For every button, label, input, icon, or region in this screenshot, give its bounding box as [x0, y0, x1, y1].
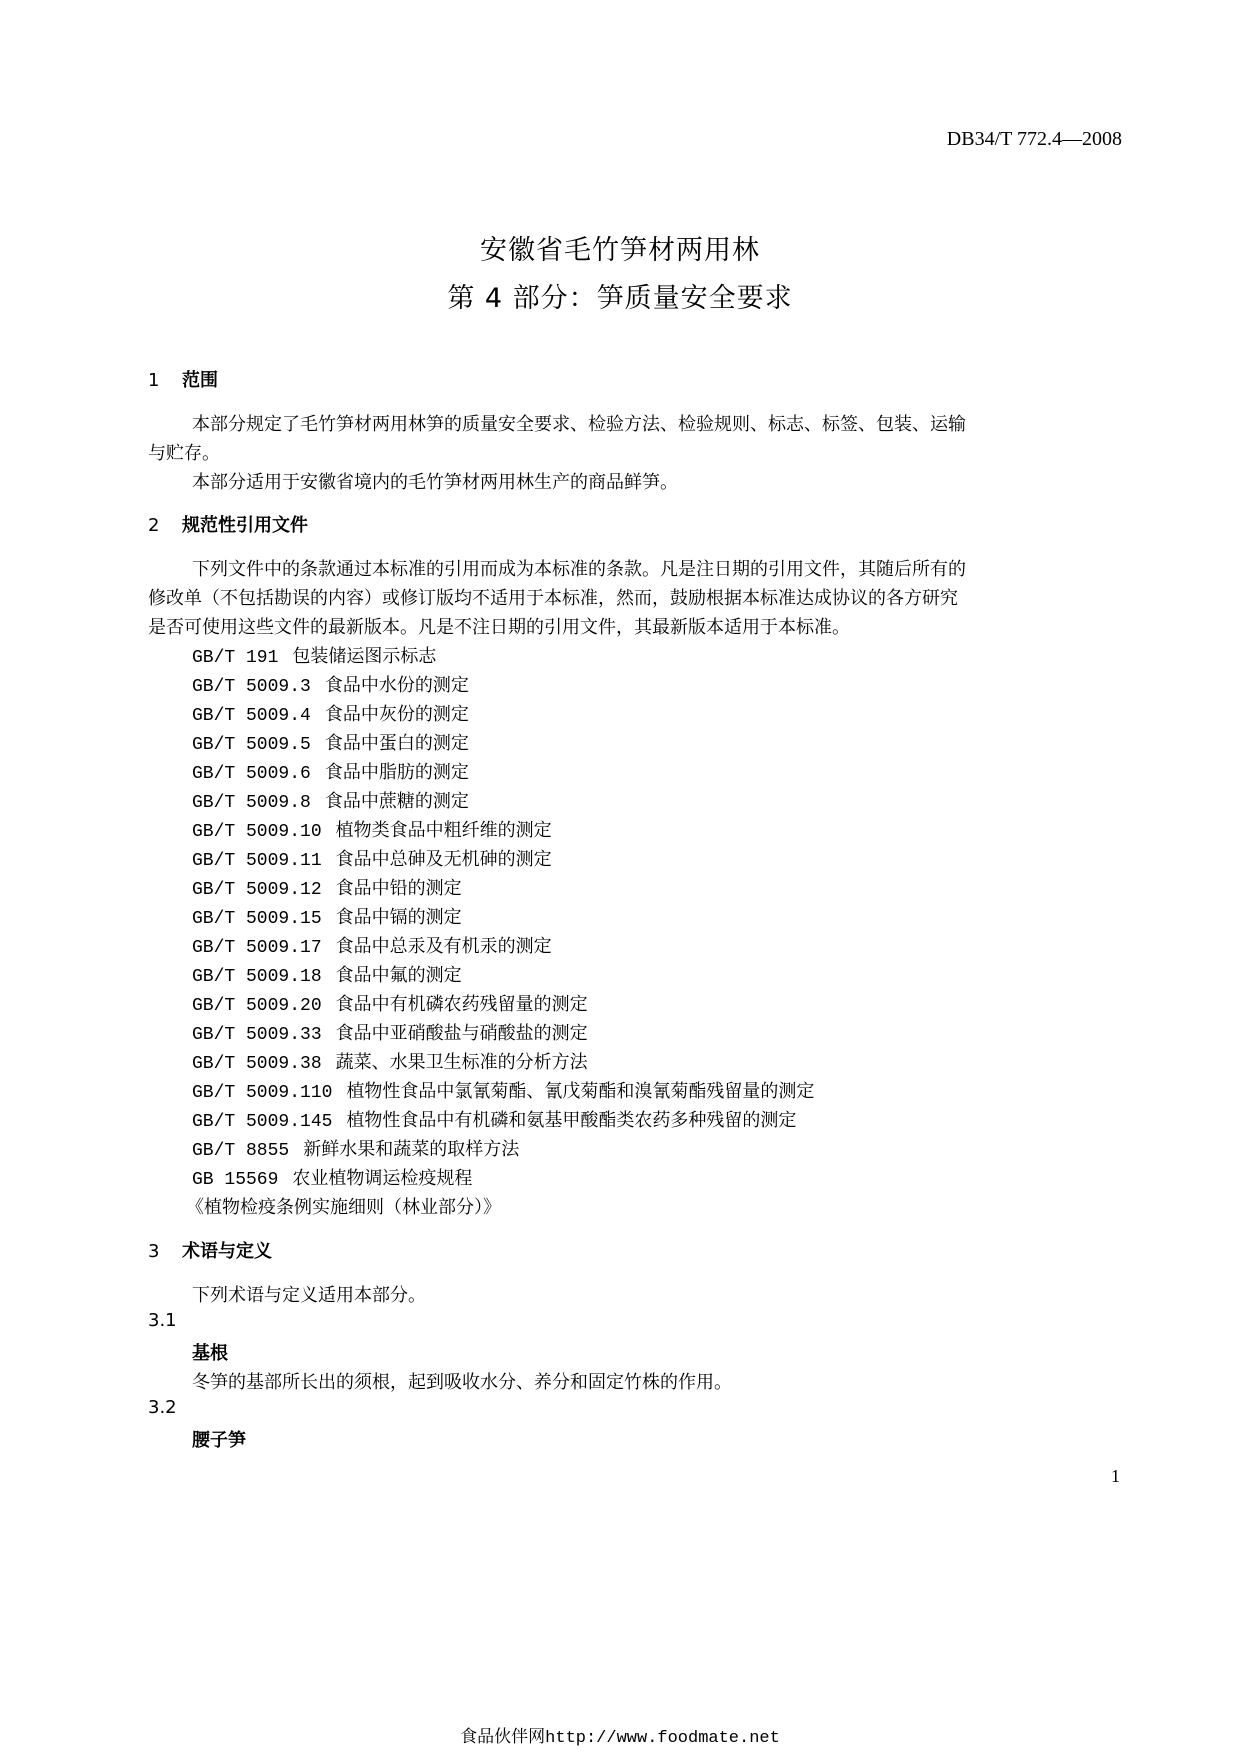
- paragraph-line: 与贮存。: [148, 443, 220, 463]
- paragraph-line: 下列术语与定义适用本部分。: [192, 1285, 426, 1305]
- reference-item: [192, 1048, 588, 1074]
- reference-code: GB/T 5009.110: [192, 1083, 333, 1103]
- clause-number: 3.2: [148, 1397, 177, 1418]
- reference-item: [192, 671, 469, 697]
- reference-item: [192, 1106, 796, 1132]
- standard-code: DB34/T 772.4—2008: [946, 128, 1122, 150]
- reference-title: 食品中镉的测定: [335, 907, 462, 927]
- reference-code: GB/T 5009.4: [192, 706, 311, 726]
- reference-title: 食品中蔗糖的测定: [324, 791, 469, 811]
- reference-item: [192, 1019, 588, 1045]
- reference-title: 植物性食品中氯氰菊酯、氰戊菊酯和溴氰菊酯残留量的测定: [346, 1081, 815, 1101]
- reference-code: GB/T 5009.11: [192, 851, 322, 871]
- reference-item: [192, 729, 469, 755]
- reference-code: GB/T 5009.33: [192, 1025, 322, 1045]
- reference-code: GB/T 191: [192, 648, 279, 668]
- reference-code: GB/T 5009.10: [192, 822, 322, 842]
- reference-item: [192, 642, 436, 668]
- reference-code: GB/T 5009.18: [192, 967, 322, 987]
- reference-code: GB/T 5009.3: [192, 677, 311, 697]
- reference-code: GB/T 5009.38: [192, 1054, 322, 1074]
- reference-item: [192, 787, 469, 813]
- reference-item: [192, 961, 462, 987]
- paragraph-line: 本部分规定了毛竹笋材两用林笋的质量安全要求、检验方法、检验规则、标志、标签、包装、运输: [192, 414, 966, 434]
- reference-title: 食品中水份的测定: [324, 675, 469, 695]
- reference-title: 食品中蛋白的测定: [324, 733, 469, 753]
- reference-item: [192, 845, 552, 871]
- reference-title: 食品中铅的测定: [335, 878, 462, 898]
- reference-item: [192, 1164, 472, 1190]
- section-heading-scope: [148, 366, 218, 392]
- reference-title: 食品中脂肪的测定: [324, 762, 469, 782]
- reference-title: 食品中灰份的测定: [324, 704, 469, 724]
- section-number: 2: [148, 515, 160, 536]
- term-name: 腰子笋: [192, 1430, 246, 1451]
- paragraph-line: 修改单（不包括勘误的内容）或修订版均不适用于本标准，然而，鼓励根据本标准达成协议的各方研究: [148, 588, 958, 608]
- reference-code: GB/T 5009.145: [192, 1112, 333, 1132]
- reference-title: 新鲜水果和蔬菜的取样方法: [303, 1139, 520, 1159]
- reference-item: [192, 1077, 814, 1103]
- term-name: 基根: [192, 1343, 228, 1364]
- reference-title: 食品中亚硝酸盐与硝酸盐的测定: [335, 1023, 588, 1043]
- reference-item: [192, 903, 462, 929]
- reference-code: GB/T 5009.15: [192, 909, 322, 929]
- reference-code: GB/T 5009.6: [192, 764, 311, 784]
- reference-code: GB 15569: [192, 1170, 279, 1190]
- reference-title: 蔬菜、水果卫生标准的分析方法: [335, 1052, 588, 1072]
- reference-item: [192, 816, 552, 842]
- reference-item: [192, 758, 469, 784]
- reference-item: [192, 700, 469, 726]
- clause-number: 3.1: [148, 1310, 177, 1331]
- reference-title: 食品中有机磷农药残留量的测定: [335, 994, 588, 1014]
- section-heading-normative-references: [148, 511, 308, 537]
- section-title: 范围: [182, 370, 218, 391]
- reference-item: [192, 932, 552, 958]
- reference-code: GB/T 8855: [192, 1141, 290, 1161]
- section-heading-terms-definitions: [148, 1237, 272, 1263]
- reference-code: GB/T 5009.5: [192, 735, 311, 755]
- document-title-line2: 第 4 部分：笋质量安全要求: [447, 283, 793, 314]
- reference-title: 食品中总砷及无机砷的测定: [335, 849, 552, 869]
- reference-title: 植物性食品中有机磷和氨基甲酸酯类农药多种残留的测定: [346, 1110, 797, 1130]
- reference-title: 食品中氟的测定: [335, 965, 462, 985]
- section-number: 3: [148, 1241, 160, 1262]
- reference-item-regulation: 《植物检疫条例实施细则（林业部分）》: [186, 1197, 501, 1217]
- document-title-line1: 安徽省毛竹笋材两用林: [480, 235, 760, 266]
- section-number: 1: [148, 370, 160, 391]
- reference-title: 农业植物调运检疫规程: [292, 1168, 473, 1188]
- page-number: 1: [1111, 1466, 1120, 1486]
- reference-item: [192, 990, 588, 1016]
- paragraph-line: 下列文件中的条款通过本标准的引用而成为本标准的条款。凡是注日期的引用文件，其随后所有的: [192, 559, 966, 579]
- reference-code: GB/T 5009.17: [192, 938, 322, 958]
- section-title: 规范性引用文件: [182, 515, 308, 536]
- reference-code: GB/T 5009.8: [192, 793, 311, 813]
- paragraph-line: 本部分适用于安徽省境内的毛竹笋材两用林生产的商品鲜笋。: [192, 472, 678, 492]
- footer-watermark: 食品伙伴网http://www.foodmate.net: [460, 1729, 780, 1748]
- paragraph-line: 是否可使用这些文件的最新版本。凡是不注日期的引用文件，其最新版本适用于本标准。: [148, 617, 850, 637]
- reference-item: [192, 874, 462, 900]
- reference-title: 包装储运图示标志: [292, 646, 437, 666]
- reference-code: GB/T 5009.12: [192, 880, 322, 900]
- section-title: 术语与定义: [182, 1241, 272, 1262]
- reference-title: 食品中总汞及有机汞的测定: [335, 936, 552, 956]
- term-definition: 冬笋的基部所长出的须根，起到吸收水分、养分和固定竹株的作用。: [192, 1372, 732, 1392]
- reference-item: [192, 1135, 519, 1161]
- reference-code: GB/T 5009.20: [192, 996, 322, 1016]
- reference-title: 植物类食品中粗纤维的测定: [335, 820, 552, 840]
